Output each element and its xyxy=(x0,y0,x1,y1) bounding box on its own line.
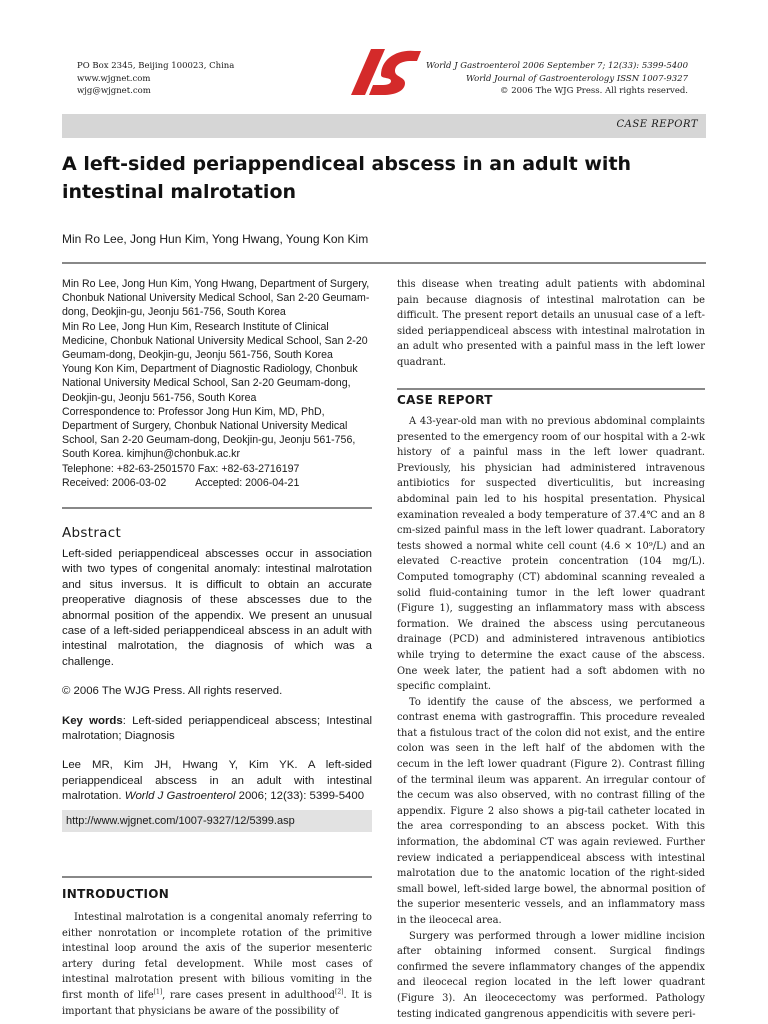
correspondence: Correspondence to: Professor Jong Hun Kim, MD, PhD, Department of Surgery, Chonbuk National University Medical School, San 2-20 Geumam-dong, Deokjin-gu, Jeonju 561-756, South Korea. kimjhun@chonbuk.ac.kr xyxy=(62,405,356,461)
address-line: PO Box 2345, Beijing 100023, China xyxy=(77,61,235,71)
journal-address xyxy=(77,60,234,98)
journal-citation-line: World J Gastroenterol 2006 September 7; 12(33): 5399-5400 xyxy=(426,61,688,71)
introduction-continued-text: this disease when treating adult patients with abdominal pain because diagnosis of intestinal malrotation can be difficult. The present report details an unusual case of a left-sided periappendiceal abscess with intestinal malrotation in an adult who presented with a painful mass in the left lower quadrant. xyxy=(397,279,705,368)
article-title: A left-sided periappendiceal abscess in an adult with intestinal malrotation xyxy=(62,153,632,203)
case-report-body xyxy=(397,414,705,1022)
header-divider xyxy=(62,262,706,264)
article-url-link[interactable]: http://www.wjgnet.com/1007-9327/12/5399.asp xyxy=(62,810,372,832)
received-accepted: Received: 2006-03-02 Accepted: 2006-04-21 xyxy=(62,476,300,489)
introduction-paragraph: Intestinal malrotation is a congenital anomaly referring to either nonrotation or incomplete rotation of the primitive intestinal loop around the axis of the superior mesenteric artery during fetal development. While most cases of intestinal malrotation present with bilious vomiting in the first month of life[1], rare cases present in adulthood[2]. It is important that physicians be aware of the possibility of xyxy=(62,912,372,1017)
wjg-press-logo-icon xyxy=(345,45,425,97)
reference-1-link[interactable]: [1] xyxy=(153,988,163,996)
telephone-fax: Telephone: +82-63-2501570 Fax: +82-63-2716197 xyxy=(62,462,300,475)
abstract-copyright: © 2006 The WJG Press. All rights reserved. xyxy=(62,685,283,698)
introduction-body xyxy=(62,910,372,1019)
copyright-line: © 2006 The WJG Press. All rights reserved. xyxy=(500,86,688,96)
abstract-text: Left-sided periappendiceal abscesses occur in association with two types of congenital anomaly: intestinal malrotation and situs inversus. It is difficult to obtain an accurate preoperative diagnosis of these abscesses due to the abnormal position of the appendix. We present an unusual case of a left-sided periappendiceal abscess in an adult with intestinal malrotation, the diagnosis of which was a challenge. xyxy=(62,548,372,668)
case-paragraph-3: Surgery was performed through a lower midline incision after obtaining informed consent. Surgical findings confirmed the severe inflammatory changes of the appendix and ileocecal region located in the left lower quadrant (Figure 3). An ileocecectomy was performed. Pathology testing indicated gangrenous appendicitis with severe peri- xyxy=(397,930,705,1020)
abstract-heading: Abstract xyxy=(62,525,122,541)
case-paragraph-1: A 43-year-old man with no previous abdominal complaints presented to the emergency room of our hospital with a 2-wk history of a painful mass in the left lower quadrant. Previously, his physician had administered intravenous antibiotics for suspected diverticulitis, but increasing abdominal pain led to his hospital presentation. Physical examination revealed a body temperature of 37.4℃ and an 8 cm-sized painful mass in the left lower quadrant. Laboratory tests showed a normal white cell count (4.6 × 10⁹/L) and an elevated C-reactive protein concentration (104 mg/L). Computed tomography (CT) abdominal scanning revealed a solid fluid-containing tumor in the left lower quadrant (Figure 1), suggesting an inflammatory mass with abscess formation. We drained the abscess using percutaneous drainage (PCD) and administered intravenous antibiotics while trying to determine the exact cause of the abscess. One week later, the patient had a soft abdomen with no specific complaint. xyxy=(397,416,705,693)
affiliation-3: Young Kon Kim, Department of Diagnostic Radiology, Chonbuk National University Medical School, San 2-20 Geumam-dong, Deokjin-gu, Jeonju 561-756, South Korea xyxy=(62,363,358,404)
case-divider xyxy=(397,388,705,390)
affiliations xyxy=(62,277,374,490)
intro-divider xyxy=(62,876,372,878)
article-type-band xyxy=(62,114,706,138)
keywords: Key words: Left-sided periappendiceal abscess; Intestinal malrotation; Diagnosis xyxy=(62,714,372,743)
email-line[interactable]: wjg@wjgnet.com xyxy=(77,86,151,96)
introduction-heading: INTRODUCTION xyxy=(62,887,170,901)
keywords-label: Key words xyxy=(62,714,123,727)
case-paragraph-2: To identify the cause of the abscess, we performed a contrast enema with gastrograffin. This procedure revealed that a fistulous tract of the colon did not exist, and the entire colon was seen in the left half of the abdomen with the cecum in the left lower quadrant (Figure 2). Contrast filling of the terminal ileum was apparent. An irregular contour of the cecum was also observed, with no contrast filling of the appendix. Figure 2 also shows a pig-tail catheter located in the area corresponding to an abscess pocket. With this information, the abdominal CT was again reviewed. Further review indicated a periappendiceal abscess with intestinal malrotation due to the anatomic location of the right-sided small bowel, left-sided large bowel, the abnormal position of the superior mesenteric vessels, and an inflammatory mass in the ileocecal area. xyxy=(397,696,705,926)
affiliation-2: Min Ro Lee, Jong Hun Kim, Research Institute of Clinical Medicine, Chonbuk National University Medical School, San 2-20 Geumam-dong, Deokjin-gu, Jeonju 561-756, South Korea xyxy=(62,320,368,362)
citation: Lee MR, Kim JH, Hwang Y, Kim YK. A left-sided periappendiceal abscess in an adult with intestinal malrotation. World J Gastroenterol 2006; 12(33): 5399-5400 xyxy=(62,759,372,803)
introduction-continued xyxy=(397,277,705,371)
website-line[interactable]: www.wjgnet.com xyxy=(77,73,151,84)
reference-2-link[interactable]: [2] xyxy=(334,988,344,996)
article-type-label: CASE REPORT xyxy=(616,119,698,130)
abstract-body xyxy=(62,547,372,819)
journal-issn-line: World Journal of Gastroenterology ISSN 1007-9327 xyxy=(465,73,688,84)
case-report-heading: CASE REPORT xyxy=(397,393,493,407)
affiliation-1: Min Ro Lee, Jong Hun Kim, Yong Hwang, Department of Surgery, Chonbuk National University Medical School, San 2-20 Geumam-dong, Deokjin-gu, Jeonju 561-756, South Korea xyxy=(62,278,370,319)
citation-journal: World J Gastroenterol xyxy=(124,790,236,803)
author-list: Min Ro Lee, Jong Hun Kim, Yong Hwang, Young Kon Kim xyxy=(62,232,369,246)
abstract-divider xyxy=(62,507,372,509)
journal-info xyxy=(426,60,688,98)
